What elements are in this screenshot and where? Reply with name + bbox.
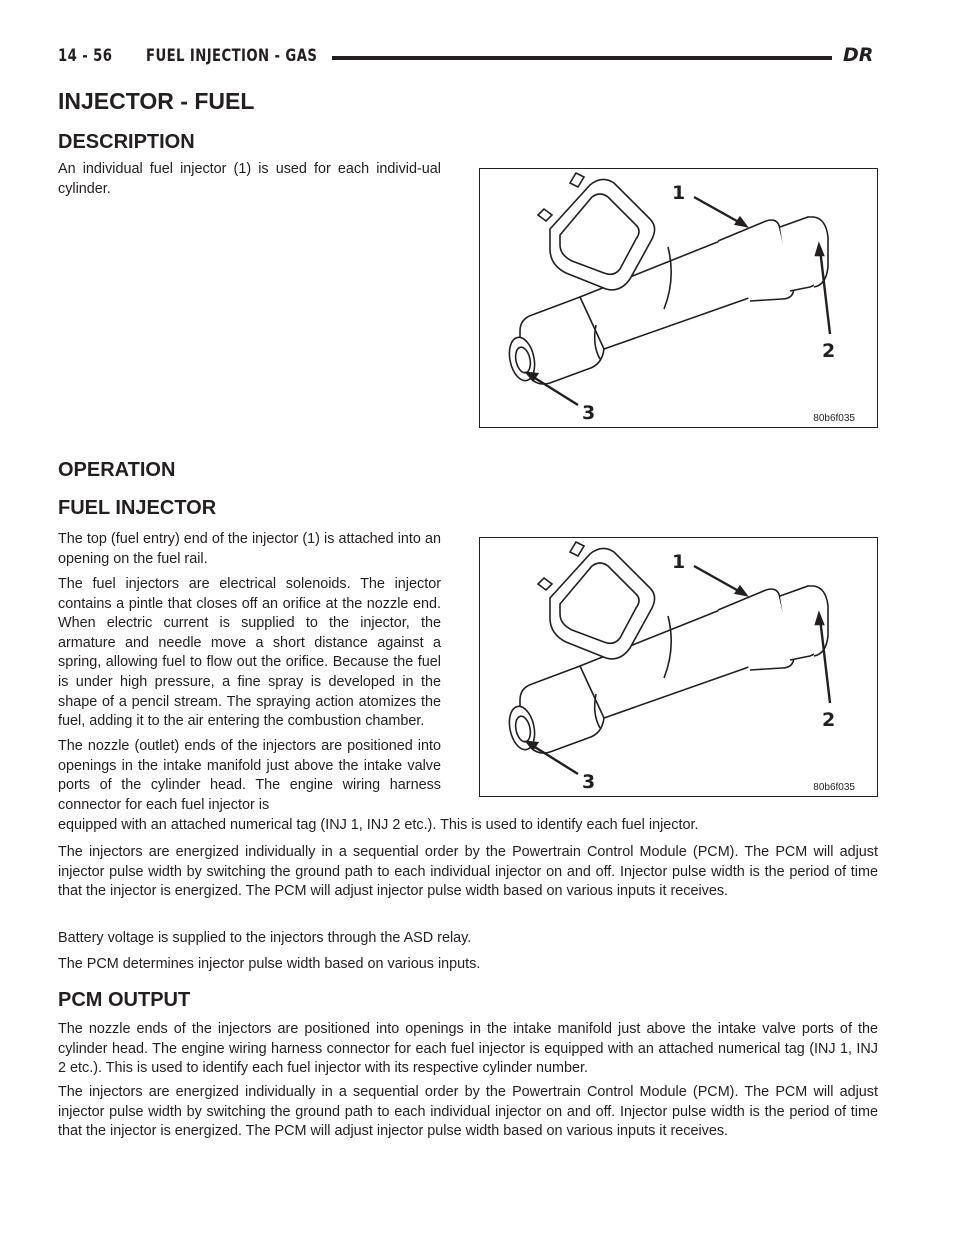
operation-paragraph-4: The injectors are energized individually in a sequential order by the Powertrain Control Module (PCM). The PCM will adjust injector pulse width by switching the ground path to each individual injector on and off. Injector pulse width is the period of time that the injector is energized. The PCM will adjust injector pulse width based on various inputs it receives. [58,844,878,900]
description-heading: DESCRIPTION [58,131,195,153]
fuel-injector-illustration [480,538,877,796]
pcm-output-paragraph-2: The injectors are energized individually in a sequential order by the Powertrain Control Module (PCM). The PCM will adjust injector pulse width by switching the ground path to each individual injector on and off. Injector pulse width is the period of time that the injector is energized. The PCM will adjust injector pulse width based on various inputs it receives. [58,1084,878,1140]
section-title: FUEL INJECTION - GAS [146,46,318,66]
operation-paragraph-1: The top (fuel entry) end of the injector (1) is attached into an opening on the fuel rail. [58,531,441,567]
figure-code: 80b6f035 [813,413,855,424]
operation-paragraph-5: Battery voltage is supplied to the injectors through the ASD relay. [58,930,472,946]
operation-paragraph-6: The PCM determines injector pulse width based on various inputs. [58,956,481,972]
figure-code: 80b6f035 [813,782,855,793]
callout-1: 1 [672,182,686,204]
description-text: An individual fuel injector (1) is used for each individ-ual cylinder. [58,161,441,197]
header-rule [332,56,832,60]
injector-figure-1 [479,168,878,428]
page-header [58,44,878,74]
callout-1: 1 [672,551,686,573]
operation-paragraph-3-continued: equipped with an attached numerical tag (INJ 1, INJ 2 etc.). This is used to identify each fuel injector. [58,817,699,833]
operation-paragraph-2: The fuel injectors are electrical solenoids. The injector contains a pintle that closes off an orifice at the nozzle end. When electric current is supplied to the injector, the armature and needle move a short distance against a spring, allowing fuel to flow out the orifice. Because the fuel is under high pressure, a fine spray is developed in the shape of a pencil stream. The spraying action atomizes the fuel, adding it to the air entering the combustion chamber. [58,576,441,730]
page-number: 14 - 56 [58,46,113,66]
callout-2: 2 [822,340,836,362]
page-title: INJECTOR - FUEL [58,88,255,114]
fuel-injector-illustration [480,169,877,427]
operation-paragraph-3: The nozzle (outlet) ends of the injectors are positioned into openings in the intake manifold just above the intake valve ports of the cylinder head. The engine wiring harness connector for each fuel injector is [58,738,441,813]
model-code: DR [843,44,874,66]
pcm-output-paragraph-1: The nozzle ends of the injectors are positioned into openings in the intake manifold just above the intake valve ports of the cylinder head. The engine wiring harness connector for each fuel injector is equipped with an attached numerical tag (INJ 1, INJ 2 etc.). This is used to identify each fuel injector with its respective cylinder number. [58,1021,878,1077]
fuel-injector-heading: FUEL INJECTOR [58,497,217,519]
operation-heading: OPERATION [58,459,176,481]
pcm-output-heading: PCM OUTPUT [58,989,191,1011]
callout-3: 3 [582,402,596,424]
callout-3: 3 [582,771,596,793]
injector-figure-2 [479,537,878,797]
callout-2: 2 [822,709,836,731]
